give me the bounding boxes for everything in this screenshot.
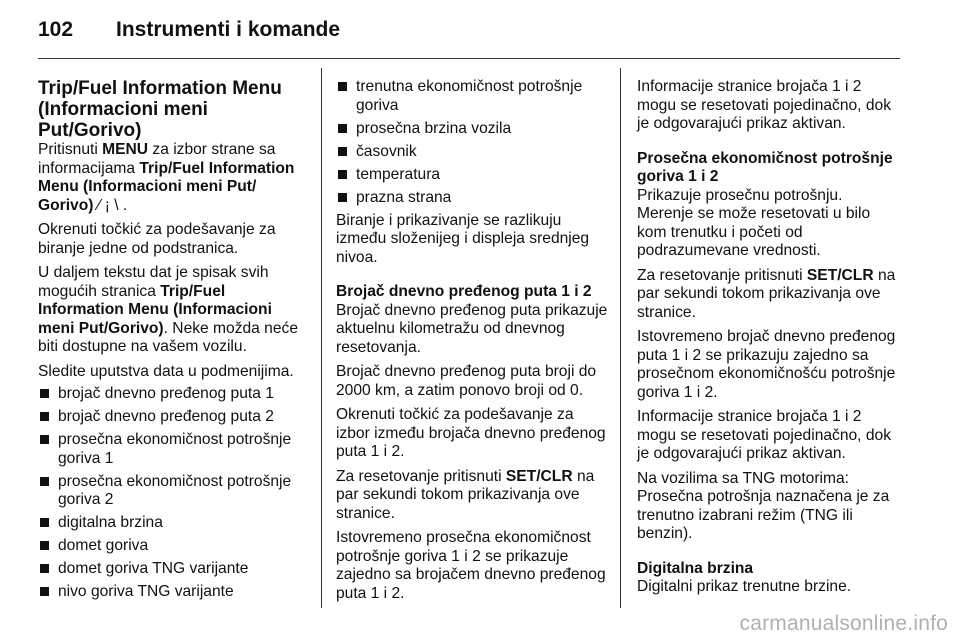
text-run: . Neke možda neće biti dostupne na vašem vozilu. [38,319,298,355]
header-divider [38,58,900,59]
list-item-text: domet goriva [58,537,149,554]
paragraph-trip-odometer-simultaneous: Istovremeno prosečna ekonomičnost potrošnje goriva 1 i 2 se prikazuje zajedno sa brojačem dnevno pređenog puta 1 i 2. [336,529,606,602]
list-item [336,78,608,115]
column-2 [336,78,608,609]
list-item-text: temperatura [356,165,441,183]
list-item-text: prazna strana [356,188,452,206]
list-item-text: trenutna ekonomičnost potrošnje goriva [356,78,583,114]
set-clr-key-label: SET/CLR [806,266,874,284]
list-item [38,560,310,579]
paragraph-trip-odometer-select: Okrenuti točkić za podešavanje za izbor između brojača dnevno pređenog puta 1 i 2. [336,406,606,460]
list-item [336,166,608,185]
bullet-square-icon [40,587,49,596]
subsection-heading-avg-fuel-economy: Prosečna ekonomičnost potrošnje goriva 1 i 2 [637,149,893,185]
list-item-text: domet goriva TNG varijante [58,560,249,577]
paragraph-trip-odometer-desc: Brojač dnevno pređenog puta prikazuje aktuelnu kilometražu od dnevnog resetovanja. [336,301,608,356]
text-run: Za resetovanje pritisnuti [336,467,506,485]
text-run: za izbor strane sa informacijama [38,141,276,177]
watermark: carmanualsonline.info [739,612,948,635]
paragraph-submenus: Sledite uputstva data u podmenijima. [38,362,294,380]
list-item [38,583,310,602]
subsection-heading-digital-speed: Digitalna brzina [637,559,754,577]
list-item [336,189,608,208]
text-run: Pritisnuti [38,141,103,158]
bullet-square-icon [338,170,347,179]
paragraph-avg-fuel-simultaneous: Istovremeno brojač dnevno pređenog puta 1 i 2 se prikazuju zajedno sa prosečnom ekonomičnošću potrošnje goriva 1 i 2. [637,328,896,401]
spacer [637,550,903,560]
text-run: na par sekundi tokom prikazivanja ove stranice. [336,467,595,522]
bullet-square-icon [338,82,347,91]
column-divider-2 [620,68,621,608]
list-item [38,537,310,556]
page-header [38,18,340,48]
bullet-square-icon [40,518,49,527]
spacer [336,273,608,283]
paragraph-trip-odometer-limit: Brojač dnevno pređenog puta broji do 2000 km, a zatim ponovo broji od 0. [336,363,597,399]
page-list [38,385,310,602]
bullet-square-icon [40,541,49,550]
set-clr-key-label: SET/CLR [505,467,573,485]
bullet-square-icon [40,389,49,398]
list-item-text: nivo goriva TNG varijante [58,583,234,600]
page-title: Instrumenti i komande [116,18,341,41]
paragraph-menu-intro [38,141,310,215]
text-run: Za resetovanje pritisnuti [637,266,807,284]
list-item [336,120,608,139]
list-item-text: digitalna brzina [58,514,163,531]
list-item [38,408,310,427]
list-item-text: prosečna ekonomičnost potrošnje goriva 2 [58,472,292,508]
bullet-square-icon [40,412,49,421]
text-run: U daljem tekstu dat je spisak svih mogućih stranica [38,264,269,300]
list-item-text: prosečna ekonomičnost potrošnje goriva 1 [58,431,292,467]
list-item [38,514,310,533]
bullet-square-icon [338,124,347,133]
page-number: 102 [38,18,74,41]
menu-key-label: MENU [102,141,149,158]
spacer [637,140,903,150]
bullet-square-icon [40,435,49,444]
paragraph-lpg-note: Na vozilima sa TNG motorima: Prosečna potrošnja naznačena je za trenutno izabrani režim (TNG ili benzin). [637,469,890,542]
bullet-square-icon [40,477,49,486]
paragraph-trip-odometer-reset [336,468,608,524]
list-item [38,385,310,404]
list-item-text: brojač dnevno pređenog puta 2 [58,408,274,425]
list-item [38,473,310,510]
paragraph-avg-fuel-reset [637,267,903,323]
page-list-continued [336,78,608,207]
list-item-text: časovnik [356,142,417,160]
bullet-square-icon [40,564,49,573]
paragraph-page-list [38,264,310,357]
paragraph-digital-speed-desc: Digitalni prikaz trenutne brzine. [637,578,852,595]
paragraph-avg-fuel-desc: Prikazuje prosečnu potrošnju. Merenje se može resetovati u bilo kom trenutku i početi od podrazumevane vrednosti. [637,186,871,259]
paragraph-display-variants: Biranje i prikazivanje se razlikuju između složenijeg i displeja srednjeg nivoa. [336,211,590,266]
menu-name-label: Trip/Fuel Information Menu (Informacioni meni Put/Gorivo) [38,282,272,337]
list-item [336,143,608,162]
paragraph-reset-info: Informacije stranice brojača 1 i 2 mogu se resetovati pojedinačno, dok je odgovarajući prikaz aktivan. [637,78,891,132]
column-1 [38,78,310,606]
list-item-text: prosečna brzina vozila [356,119,512,137]
paragraph-turn-knob: Okrenuti točkić za podešavanje za biranje jedne od podstranica. [38,221,276,257]
list-item [38,431,310,468]
column-divider-1 [321,68,322,608]
menu-name-label: Trip/Fuel Information Menu (Informacioni meni Put/ Gorivo) [38,159,295,214]
bullet-square-icon [338,193,347,202]
symbol-sequence: ⁄ ¡ \ . [93,196,128,214]
column-3 [637,78,903,603]
paragraph-reset-info-2: Informacije stranice brojača 1 i 2 mogu se resetovati pojedinačno, dok je odgovarajući prikaz aktivan. [637,408,891,462]
list-item-text: brojač dnevno pređenog puta 1 [58,385,274,402]
subsection-heading-trip-odometer: Brojač dnevno pređenog puta 1 i 2 [336,283,592,300]
text-run: na par sekundi tokom prikazivanja ove stranice. [637,266,896,321]
bullet-square-icon [338,147,347,156]
section-title: Trip/Fuel Information Menu (Informacioni meni Put/Gorivo) [38,78,282,141]
